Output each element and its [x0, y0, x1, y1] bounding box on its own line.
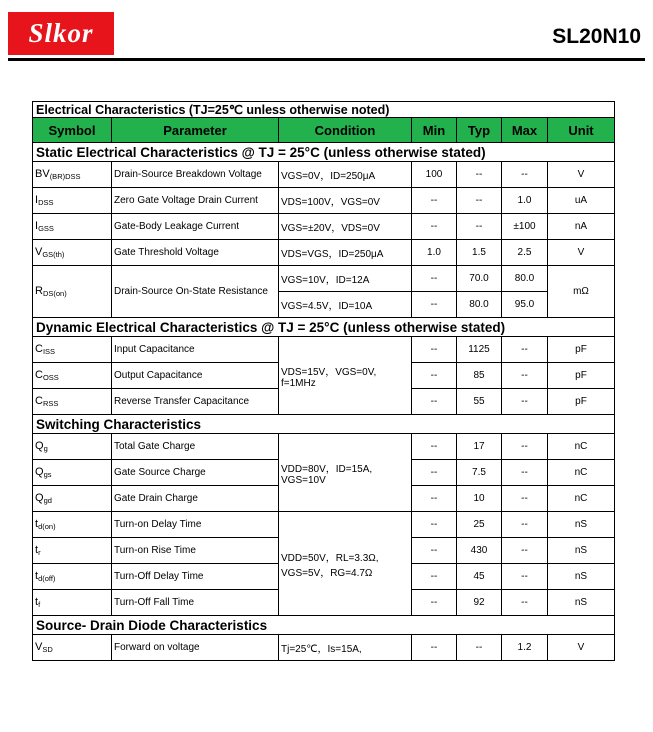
value-typ: 430	[457, 538, 502, 564]
value-max: --	[502, 590, 548, 616]
parameter-cell: Zero Gate Voltage Drain Current	[112, 188, 279, 214]
symbol-cell	[33, 363, 112, 389]
parameter-cell: Gate Drain Charge	[112, 486, 279, 512]
symbol-cell	[33, 389, 112, 415]
symbol-subscript: r	[38, 548, 41, 557]
value-unit: V	[548, 162, 615, 188]
symbol-cell	[33, 486, 112, 512]
section-dynamic-row	[33, 318, 615, 337]
value-min: --	[412, 635, 457, 661]
value-max: --	[502, 564, 548, 590]
section-static-title: Static Electrical Characteristics @ TJ = 25°C (unless otherwise stated)	[33, 143, 615, 162]
value-unit: pF	[548, 389, 615, 415]
value-typ: 10	[457, 486, 502, 512]
value-min: 1.0	[412, 240, 457, 266]
col-header-typ: Typ	[457, 118, 502, 143]
value-min: --	[412, 590, 457, 616]
symbol-cell	[33, 512, 112, 538]
value-typ: --	[457, 635, 502, 661]
value-unit: nS	[548, 512, 615, 538]
symbol-subscript: DSS	[38, 198, 54, 207]
value-typ: 92	[457, 590, 502, 616]
electrical-characteristics-table	[32, 101, 615, 661]
section-switching-title: Switching Characteristics	[33, 415, 615, 434]
value-min: --	[412, 188, 457, 214]
parameter-cell: Total Gate Charge	[112, 434, 279, 460]
symbol-subscript: GSS	[38, 224, 54, 233]
parameter-cell: Gate Threshold Voltage	[112, 240, 279, 266]
col-header-unit: Unit	[548, 118, 615, 143]
symbol-subscript: OSS	[42, 373, 59, 382]
value-max: --	[502, 486, 548, 512]
condition-cell: VGS=10V，ID=12A	[279, 266, 412, 292]
symbol-main: I	[35, 194, 39, 206]
symbol-subscript: g	[43, 444, 48, 453]
column-header-row	[33, 118, 615, 143]
value-min: --	[412, 389, 457, 415]
condition-cell: VGS=4.5V，ID=10A	[279, 292, 412, 318]
symbol-cell	[33, 188, 112, 214]
value-max: 1.2	[502, 635, 548, 661]
parameter-cell: Drain-Source Breakdown Voltage	[112, 162, 279, 188]
symbol-cell	[33, 635, 112, 661]
value-max: --	[502, 389, 548, 415]
value-max: 80.0	[502, 266, 548, 292]
value-typ: --	[457, 188, 502, 214]
value-typ: 70.0	[457, 266, 502, 292]
table-row	[33, 434, 615, 460]
value-min: --	[412, 460, 457, 486]
value-min: --	[412, 486, 457, 512]
value-typ: 1125	[457, 337, 502, 363]
symbol-main: t	[35, 518, 39, 530]
symbol-subscript: RSS	[42, 399, 59, 408]
value-unit: nC	[548, 434, 615, 460]
section-diode-title: Source- Drain Diode Characteristics	[33, 616, 615, 635]
value-max: --	[502, 162, 548, 188]
condition-cell: VDS=VGS，ID=250μA	[279, 240, 412, 266]
value-max: --	[502, 434, 548, 460]
symbol-subscript: gd	[43, 496, 52, 505]
symbol-main: Q	[35, 466, 44, 478]
parameter-cell: Drain-Source On-State Resistance	[112, 266, 279, 318]
col-header-min: Min	[412, 118, 457, 143]
parameter-cell: Turn-Off Delay Time	[112, 564, 279, 590]
symbol-main: C	[35, 369, 43, 381]
symbol-main: C	[35, 343, 43, 355]
condition-cell: VDS=15V，VGS=0V, f=1MHz	[279, 337, 412, 415]
value-max: ±100	[502, 214, 548, 240]
value-unit: nC	[548, 486, 615, 512]
value-unit: pF	[548, 337, 615, 363]
parameter-cell: Turn-on Rise Time	[112, 538, 279, 564]
value-min: 100	[412, 162, 457, 188]
table-row	[33, 337, 615, 363]
value-min: --	[412, 214, 457, 240]
symbol-main: Q	[35, 492, 44, 504]
symbol-main: Q	[35, 440, 44, 452]
value-min: --	[412, 363, 457, 389]
value-unit: nC	[548, 460, 615, 486]
condition-cell: VGS=0V，ID=250μA	[279, 162, 412, 188]
symbol-subscript: SD	[42, 645, 53, 654]
col-header-symbol: Symbol	[33, 118, 112, 143]
symbol-main: t	[35, 570, 39, 582]
symbol-main: t	[35, 596, 39, 608]
value-min: --	[412, 292, 457, 318]
section-switching-row	[33, 415, 615, 434]
symbol-main: t	[35, 544, 39, 556]
symbol-cell	[33, 434, 112, 460]
condition-cell: VGS=±20V，VDS=0V	[279, 214, 412, 240]
table-row	[33, 162, 615, 188]
section-dynamic-title: Dynamic Electrical Characteristics @ TJ = 25°C (unless otherwise stated)	[33, 318, 615, 337]
parameter-cell: Forward on voltage	[112, 635, 279, 661]
parameter-cell: Input Capacitance	[112, 337, 279, 363]
value-max: 2.5	[502, 240, 548, 266]
symbol-subscript: gs	[43, 470, 52, 479]
symbol-cell	[33, 460, 112, 486]
value-unit: nS	[548, 538, 615, 564]
value-typ: 1.5	[457, 240, 502, 266]
table-row	[33, 266, 615, 292]
logo-text: Slkor	[28, 18, 94, 48]
symbol-main: V	[35, 641, 43, 653]
symbol-cell	[33, 162, 112, 188]
symbol-cell	[33, 337, 112, 363]
value-min: --	[412, 337, 457, 363]
symbol-subscript: f	[38, 600, 41, 609]
value-typ: 17	[457, 434, 502, 460]
value-unit: mΩ	[548, 266, 615, 318]
col-header-max: Max	[502, 118, 548, 143]
symbol-cell	[33, 538, 112, 564]
value-max: 1.0	[502, 188, 548, 214]
table-row	[33, 214, 615, 240]
symbol-main: V	[35, 246, 43, 258]
table-row	[33, 188, 615, 214]
value-unit: uA	[548, 188, 615, 214]
condition-cell: VDD=80V，ID=15A, VGS=10V	[279, 434, 412, 512]
value-unit: pF	[548, 363, 615, 389]
symbol-main: I	[35, 220, 39, 232]
value-unit: nS	[548, 590, 615, 616]
symbol-subscript: d(off)	[38, 574, 56, 583]
symbol-subscript: DS(on)	[42, 289, 67, 298]
parameter-cell: Gate Source Charge	[112, 460, 279, 486]
value-min: --	[412, 434, 457, 460]
col-header-condition: Condition	[279, 118, 412, 143]
value-unit: V	[548, 240, 615, 266]
value-typ: 25	[457, 512, 502, 538]
parameter-cell: Turn-on Delay Time	[112, 512, 279, 538]
value-max: --	[502, 538, 548, 564]
parameter-cell: Reverse Transfer Capacitance	[112, 389, 279, 415]
table-row	[33, 512, 615, 538]
part-number: SL20N10	[552, 25, 641, 48]
value-max: --	[502, 512, 548, 538]
value-max: --	[502, 363, 548, 389]
symbol-cell	[33, 564, 112, 590]
condition-cell: Tj=25℃，Is=15A,	[279, 635, 412, 661]
value-min: --	[412, 564, 457, 590]
parameter-cell: Turn-Off Fall Time	[112, 590, 279, 616]
section-diode-row	[33, 616, 615, 635]
brand-logo	[8, 12, 114, 55]
symbol-cell	[33, 590, 112, 616]
condition-cell: VDS=100V，VGS=0V	[279, 188, 412, 214]
symbol-subscript: d(on)	[38, 522, 56, 531]
value-typ: 7.5	[457, 460, 502, 486]
value-typ: --	[457, 162, 502, 188]
symbol-cell	[33, 214, 112, 240]
symbol-cell	[33, 266, 112, 318]
value-unit: V	[548, 635, 615, 661]
condition-cell: VDD=50V，RL=3.3Ω, VGS=5V，RG=4.7Ω	[279, 512, 412, 616]
value-max: --	[502, 337, 548, 363]
value-typ: 85	[457, 363, 502, 389]
value-typ: 80.0	[457, 292, 502, 318]
value-min: --	[412, 266, 457, 292]
value-typ: 45	[457, 564, 502, 590]
value-unit: nS	[548, 564, 615, 590]
section-static-row	[33, 143, 615, 162]
value-typ: 55	[457, 389, 502, 415]
value-max: 95.0	[502, 292, 548, 318]
value-typ: --	[457, 214, 502, 240]
table-title: Electrical Characteristics (TJ=25℃ unless otherwise noted)	[33, 102, 615, 118]
symbol-main: C	[35, 395, 43, 407]
table-title-row	[33, 102, 615, 118]
value-min: --	[412, 538, 457, 564]
symbol-subscript: GS(th)	[42, 250, 65, 259]
symbol-main: BV	[35, 168, 50, 180]
parameter-cell: Output Capacitance	[112, 363, 279, 389]
col-header-parameter: Parameter	[112, 118, 279, 143]
symbol-subscript: ISS	[42, 347, 56, 356]
header-rule	[8, 58, 645, 61]
value-max: --	[502, 460, 548, 486]
table-row	[33, 240, 615, 266]
value-min: --	[412, 512, 457, 538]
symbol-subscript: (BR)DSS	[49, 172, 81, 181]
value-unit: nA	[548, 214, 615, 240]
table-row	[33, 635, 615, 661]
symbol-cell	[33, 240, 112, 266]
parameter-cell: Gate-Body Leakage Current	[112, 214, 279, 240]
symbol-main: R	[35, 285, 43, 297]
